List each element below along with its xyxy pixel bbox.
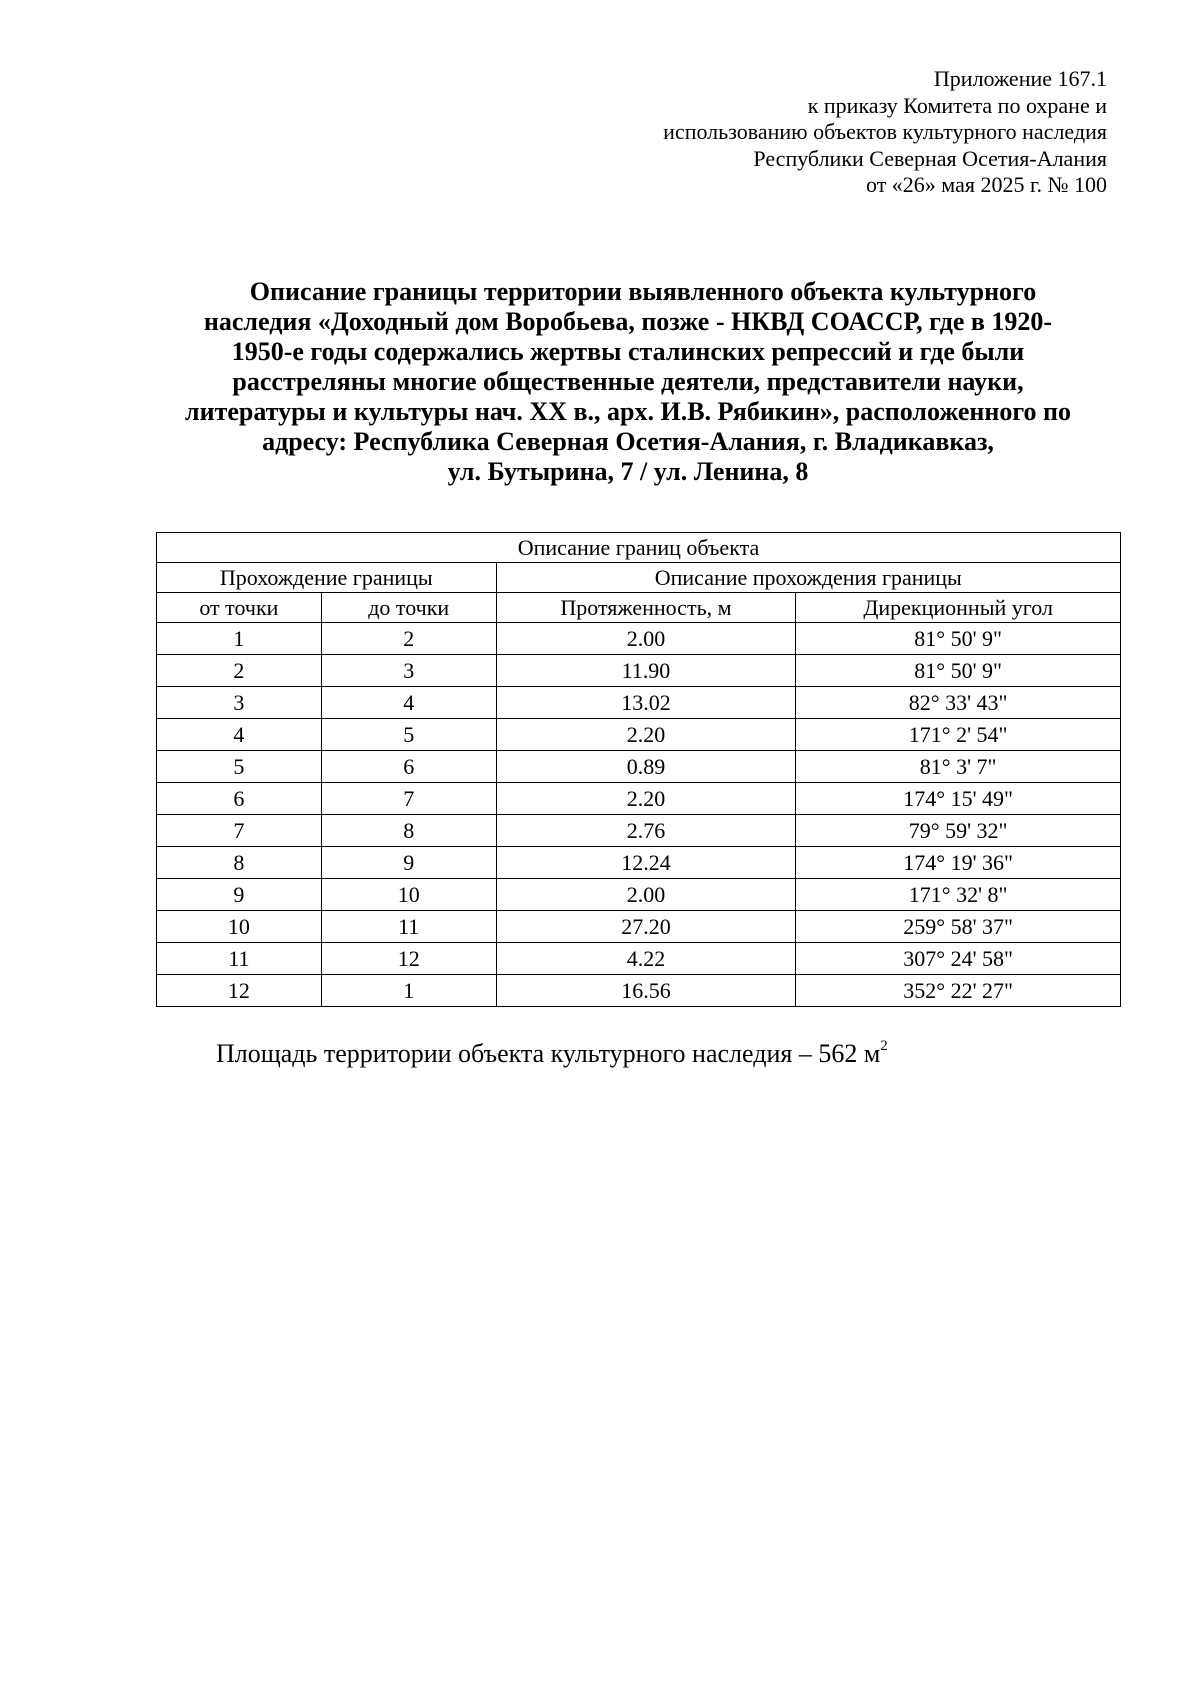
appendix-line-5: от «26» мая 2025 г. № 100	[865, 172, 1107, 197]
area-text: Площадь территории объекта культурного наследия – 562 м	[216, 1039, 881, 1068]
cell-from: 9	[157, 879, 322, 911]
table-row	[157, 943, 1121, 975]
cell-from: 5	[157, 751, 322, 783]
group-header-description: Описание прохождения границы	[496, 563, 1120, 593]
cell-angle: 352° 22' 27"	[796, 975, 1121, 1007]
cell-length: 0.89	[496, 751, 796, 783]
cell-to: 8	[321, 815, 496, 847]
table-row	[157, 879, 1121, 911]
table-row	[157, 623, 1121, 655]
cell-to: 11	[321, 911, 496, 943]
cell-from: 1	[157, 623, 322, 655]
cell-to: 3	[321, 655, 496, 687]
cell-angle: 174° 19' 36"	[796, 847, 1121, 879]
title-line-3: 1950-е годы содержались жертвы сталинских репрессий и где были	[231, 337, 1025, 366]
cell-from: 12	[157, 975, 322, 1007]
cell-to: 9	[321, 847, 496, 879]
cell-from: 3	[157, 687, 322, 719]
area-statement	[216, 1038, 888, 1069]
cell-angle: 171° 32' 8"	[796, 879, 1121, 911]
table-row	[157, 751, 1121, 783]
cell-angle: 174° 15' 49"	[796, 783, 1121, 815]
cell-length: 2.00	[496, 623, 796, 655]
table-row	[157, 655, 1121, 687]
title-line-4: расстреляны многие общественные деятели, представители науки,	[232, 367, 1024, 396]
cell-length: 2.00	[496, 879, 796, 911]
title-line-2: наследия «Доходный дом Воробьева, позже - НКВД СОАССР, где в 1920-	[203, 307, 1053, 336]
table-row	[157, 815, 1121, 847]
table-row	[157, 847, 1121, 879]
cell-angle: 171° 2' 54"	[796, 719, 1121, 751]
table-row	[157, 687, 1121, 719]
cell-angle: 81° 3' 7"	[796, 751, 1121, 783]
cell-from: 11	[157, 943, 322, 975]
group-header-passage: Прохождение границы	[157, 563, 497, 593]
table-row	[157, 911, 1121, 943]
column-header-angle: Дирекционный угол	[796, 593, 1121, 623]
column-header-to: до точки	[321, 593, 496, 623]
column-header-length: Протяженность, м	[496, 593, 796, 623]
cell-from: 2	[157, 655, 322, 687]
table-row	[157, 719, 1121, 751]
table-group-header-row	[157, 563, 1121, 593]
cell-angle: 82° 33' 43"	[796, 687, 1121, 719]
table-caption-row	[157, 533, 1121, 563]
column-header-from: от точки	[157, 593, 322, 623]
cell-length: 27.20	[496, 911, 796, 943]
cell-angle: 81° 50' 9"	[796, 655, 1121, 687]
cell-to: 10	[321, 879, 496, 911]
cell-length: 2.20	[496, 783, 796, 815]
appendix-block	[663, 66, 1107, 199]
cell-length: 4.22	[496, 943, 796, 975]
cell-angle: 259° 58' 37"	[796, 911, 1121, 943]
table-row	[157, 783, 1121, 815]
area-unit-superscript: 2	[880, 1038, 888, 1054]
cell-to: 5	[321, 719, 496, 751]
cell-length: 16.56	[496, 975, 796, 1007]
cell-from: 10	[157, 911, 322, 943]
table-column-header-row	[157, 593, 1121, 623]
document-title	[148, 277, 1108, 487]
cell-to: 4	[321, 687, 496, 719]
cell-from: 6	[157, 783, 322, 815]
appendix-line-1: Приложение 167.1	[933, 66, 1107, 91]
cell-to: 12	[321, 943, 496, 975]
table-row	[157, 975, 1121, 1007]
cell-length: 11.90	[496, 655, 796, 687]
title-line-5: литературы и культуры нач. XX в., арх. И.В. Рябикин», расположенного по	[185, 397, 1071, 426]
cell-from: 7	[157, 815, 322, 847]
cell-length: 13.02	[496, 687, 796, 719]
title-line-6: адресу: Республика Северная Осетия-Алания, г. Владикавказ,	[262, 427, 994, 456]
cell-length: 12.24	[496, 847, 796, 879]
cell-to: 2	[321, 623, 496, 655]
title-line-1: Описание границы территории выявленного объекта культурного	[249, 277, 1037, 306]
cell-angle: 307° 24' 58"	[796, 943, 1121, 975]
table-caption: Описание границ объекта	[157, 533, 1121, 563]
cell-angle: 79° 59' 32"	[796, 815, 1121, 847]
appendix-line-3: использованию объектов культурного наследия	[663, 119, 1107, 144]
cell-to: 6	[321, 751, 496, 783]
appendix-line-4: Республики Северная Осетия-Алания	[753, 145, 1107, 171]
title-line-7: ул. Бутырина, 7 / ул. Ленина, 8	[447, 457, 809, 486]
cell-from: 8	[157, 847, 322, 879]
cell-to: 7	[321, 783, 496, 815]
cell-from: 4	[157, 719, 322, 751]
cell-length: 2.76	[496, 815, 796, 847]
cell-length: 2.20	[496, 719, 796, 751]
appendix-line-2: к приказу Комитета по охране и	[807, 92, 1107, 118]
cell-to: 1	[321, 975, 496, 1007]
boundary-table	[156, 532, 1121, 1007]
cell-angle: 81° 50' 9"	[796, 623, 1121, 655]
